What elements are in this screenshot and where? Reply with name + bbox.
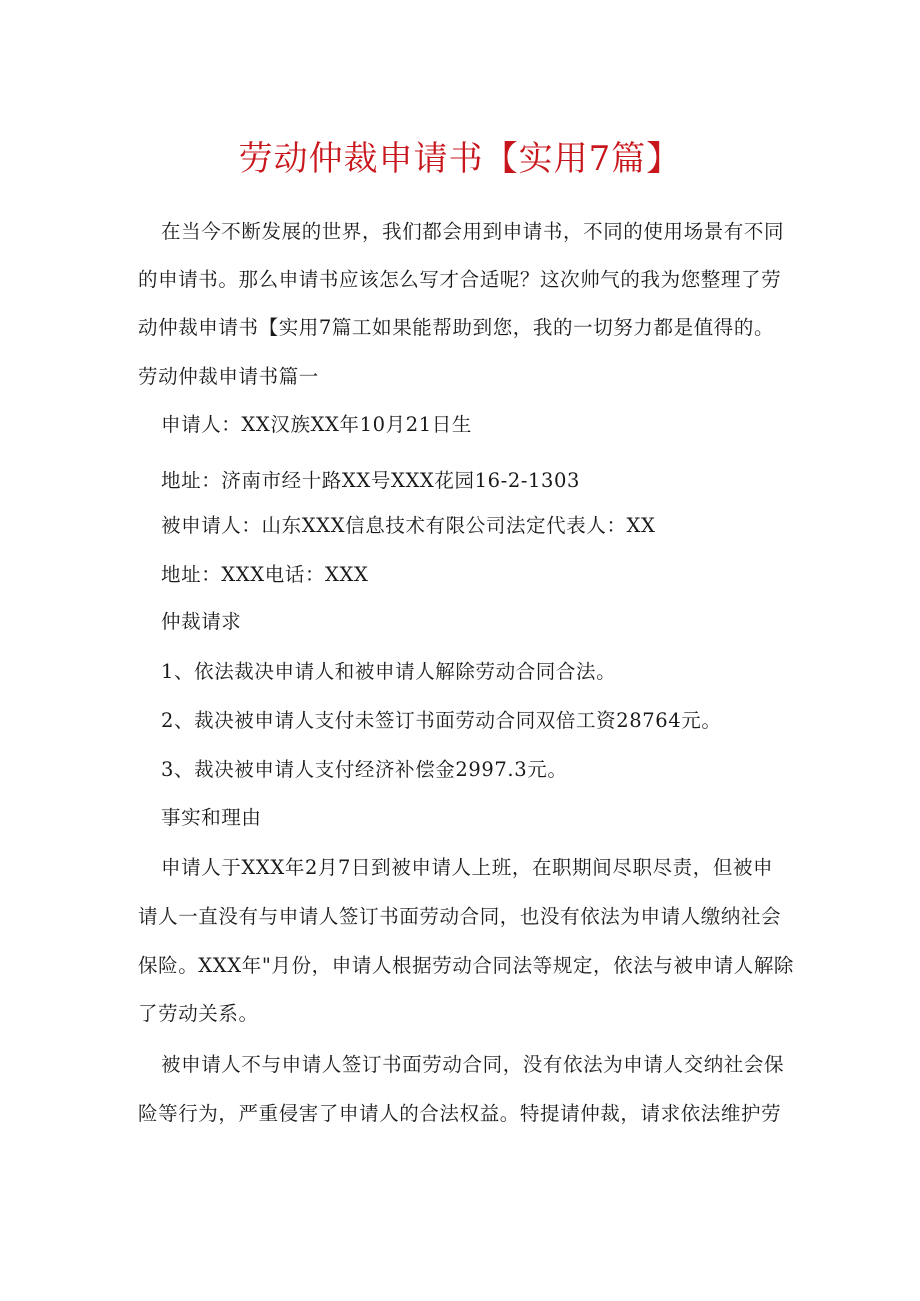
facts-para2-line-1: 被申请人不与申请人签订书面劳动合同，没有依法为申请人交纳社会保 [161,1053,785,1076]
claim-item-2: 2、裁决被申请人支付未签订书面劳动合同双倍工资28764元。 [161,709,722,732]
section-heading: 劳动仲裁申请书篇一 [138,365,319,388]
claim-item-1: 1、依法裁决申请人和被申请人解除劳动合同合法。 [161,660,617,683]
applicant-address-line: 地址：济南市经十路XX号XXX花园16-2-1303 [161,469,581,492]
facts-para1-line-4: 了劳动关系。 [138,1002,259,1025]
intro-line-2: 的申请书。那么申请书应该怎么写才合适呢？这次帅气的我为您整理了劳 [138,268,782,291]
claim-item-3: 3、裁决被申请人支付经济补偿金2997.3元。 [161,758,568,781]
facts-para1-line-2: 请人一直没有与申请人签订书面劳动合同，也没有依法为申请人缴纳社会 [138,905,782,928]
facts-heading: 事实和理由 [161,806,262,829]
respondent-address-line: 地址：XXX电话：XXX [161,563,369,586]
respondent-line: 被申请人：山东XXX信息技术有限公司法定代表人：XX [161,514,656,537]
document-title: 劳动仲裁申请书【实用7篇】 [238,139,682,179]
facts-para1-line-1: 申请人于XXX年2月7日到被申请人上班，在职期间尽职尽责，但被申 [161,856,774,879]
facts-para1-line-3: 保险。XXX年"月份，申请人根据劳动合同法等规定，依法与被申请人解除 [138,954,795,977]
intro-line-3: 动仲裁申请书【实用7篇工如果能帮助到您，我的一切努力都是值得的。 [138,316,775,339]
claims-heading: 仲裁请求 [161,610,242,633]
facts-para2-line-2: 险等行为，严重侵害了申请人的合法权益。特提请仲裁，请求依法维护劳 [138,1102,782,1125]
applicant-line: 申请人：XX汉族XX年10月21日生 [161,413,472,436]
intro-line-1: 在当今不断发展的世界，我们都会用到申请书，不同的使用场景有不同 [161,220,785,243]
